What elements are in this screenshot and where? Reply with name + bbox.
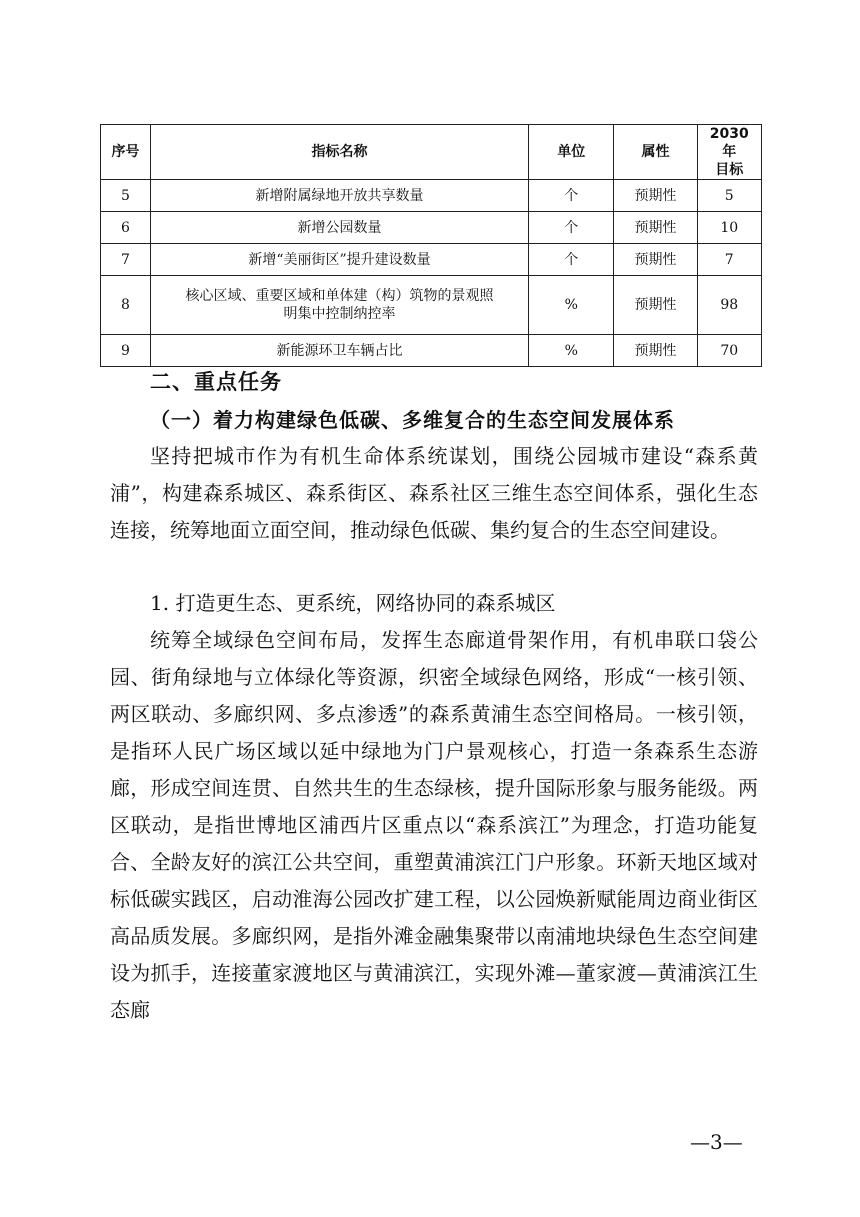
table-row	[101, 212, 762, 244]
table-row	[101, 244, 762, 276]
cell-name: 新增附属绿地开放共享数量	[150, 180, 528, 212]
item-title: 1. 打造更生态、更系统，网络协同的森系城区	[150, 591, 556, 615]
cell-attr: 预期性	[614, 335, 697, 367]
cell-no: 6	[101, 212, 151, 244]
cell-no: 7	[101, 244, 151, 276]
cell-target: 5	[697, 180, 761, 212]
cell-unit: 个	[529, 180, 614, 212]
header-no: 序号	[101, 125, 151, 180]
cell-unit: %	[529, 276, 614, 335]
cell-target: 10	[697, 212, 761, 244]
header-attr: 属性	[614, 125, 697, 180]
cell-no: 8	[101, 276, 151, 335]
page-number: —3—	[690, 1130, 743, 1154]
cell-attr: 预期性	[614, 276, 697, 335]
cell-unit: 个	[529, 212, 614, 244]
cell-target: 98	[697, 276, 761, 335]
cell-attr: 预期性	[614, 212, 697, 244]
cell-target: 70	[697, 335, 761, 367]
cell-attr: 预期性	[614, 180, 697, 212]
cell-target: 7	[697, 244, 761, 276]
header-target-line1: 2030 年	[709, 126, 749, 160]
section-title: 二、重点任务	[150, 370, 282, 394]
header-target-line2: 目标	[715, 162, 744, 178]
table-row	[101, 180, 762, 212]
table-row	[101, 276, 762, 335]
cell-unit: 个	[529, 244, 614, 276]
paragraph-intro: 坚持把城市作为有机生命体系统谋划，围绕公园城市建设“森系黄浦”，构建森系城区、森系街区、森系社区三维生态空间体系，强化生态连接，统筹地面立面空间，推动绿色低碳、集约复合的生态空间建设。	[110, 444, 758, 542]
cell-name-line1: 核心区域、重要区域和单体建（构）筑物的景观照	[185, 288, 494, 304]
header-unit: 单位	[529, 125, 614, 180]
cell-attr: 预期性	[614, 244, 697, 276]
paragraph-body: 统筹全域绿色空间布局，发挥生态廊道骨架作用，有机串联口袋公园、街角绿地与立体绿化等资源，织密全域绿色网络，形成“一核引领、两区联动、多廊织网、多点渗透”的森系黄浦生态空间格局。一核引领，是指环人民广场区域以延中绿地为门户景观核心，打造一条森系生态游廊，形成空间连贯、自然共生的生态绿核，提升国际形象与服务能级。两区联动，是指世博地区浦西片区重点以“森系滨江”为理念，打造功能复合、全龄友好的滨江公共空间，重塑黄浦滨江门户形象。环新天地区域对标低碳实践区，启动淮海公园改扩建工程，以公园焕新赋能周边商业街区高品质发展。多廊织网，是指外滩金融集聚带以南浦地块绿色生态空间建设为抓手，连接董家渡地区与黄浦滨江，实现外滩—董家渡—黄浦滨江生态廊	[110, 628, 758, 1022]
table-row	[101, 335, 762, 367]
header-name: 指标名称	[150, 125, 528, 180]
table-header-row	[101, 125, 762, 180]
cell-unit: %	[529, 335, 614, 367]
cell-name: 新能源环卫车辆占比	[150, 335, 528, 367]
cell-no: 9	[101, 335, 151, 367]
header-target	[697, 125, 761, 180]
cell-name-line2: 明集中控制纳控率	[283, 306, 396, 322]
cell-name: 新增公园数量	[150, 212, 528, 244]
cell-no: 5	[101, 180, 151, 212]
cell-name	[150, 276, 528, 335]
subsection-title: （一）着力构建绿色低碳、多维复合的生态空间发展体系	[150, 408, 675, 432]
cell-name: 新增“美丽街区”提升建设数量	[150, 244, 528, 276]
indicator-table	[100, 124, 762, 367]
